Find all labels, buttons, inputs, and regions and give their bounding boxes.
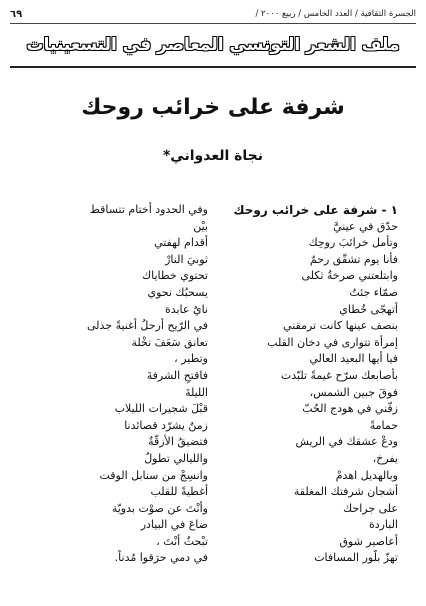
poem-line: نايٌ عابدة xyxy=(164,302,208,316)
poem-line: والليالي تطولُ xyxy=(144,451,208,465)
poem-line: وتأمل خرائبَ روحِك xyxy=(308,236,398,250)
poem-line: وأنْتَ عن صوْت بدويّة xyxy=(111,501,208,515)
section-banner: ملف الشعر التونسي المعاصر في التسعينيات xyxy=(26,35,400,55)
poem-line: وتطير ، xyxy=(174,352,208,366)
poem-line: حدّق في عينيَّ xyxy=(333,219,398,233)
poem-line: وفي الحدود أختام تتساقط xyxy=(89,203,208,216)
poem-line: بأصابعك سرّح غيمةً تلبّدت xyxy=(280,368,398,382)
poem-line: تهزّ بلّور المسافات xyxy=(314,551,398,565)
poem-line: فاقتحِ الشرفةَ xyxy=(146,368,208,382)
banner-divider xyxy=(10,66,416,68)
poem-line: أغطيةً للقلب xyxy=(150,485,208,499)
poem-column-left xyxy=(23,202,208,567)
poem-line: صمّاء جئتُ xyxy=(349,285,398,299)
running-head: الجسرة الثقافية / العدد الخامس / ربيع ٢٠٠٠ / xyxy=(255,9,416,19)
poem-line: تبْحثُ أنْتَ ، xyxy=(156,534,208,548)
poem-line: أشجان شرفتك المغلقة xyxy=(293,485,398,499)
poem-line: أتهجّى خُطاي xyxy=(339,302,398,316)
poem-line: فوقَ جبين الشمس، xyxy=(309,385,398,399)
poem-line: في دمي حرَقوا مُدناً. xyxy=(114,551,208,565)
section-heading: ١ - شرفة على خرائب روحك xyxy=(233,203,398,217)
poem-column-right xyxy=(213,202,398,567)
poem-author: نجاة العدواني* xyxy=(162,148,264,164)
poem-line: إمرأة تتوارى في دخان القلب xyxy=(267,335,398,349)
poem-line: ثوبيَ النارْ xyxy=(165,252,208,266)
page-number: ٦٩ xyxy=(10,8,23,20)
poem-line: حمامةً xyxy=(369,418,398,432)
poem-line: قبْلَ شجيرات الليلاب xyxy=(114,402,208,416)
header-divider xyxy=(10,23,416,24)
poem-line: في الرّيح أرحلُ أغنيةً جذلى xyxy=(87,319,208,333)
poem-line: وابتلعتني صرخةُ ثكلى xyxy=(301,269,398,283)
poem-line: وانسِجْ من سنابل الوقت xyxy=(99,468,208,482)
poem-line: أعاصير شوق xyxy=(339,534,398,548)
poem-line: وبالهديل اهدمْ xyxy=(335,468,398,482)
poem-line: يسحبُك نحوي xyxy=(147,285,208,299)
poem-line: الليلةَ xyxy=(185,385,208,399)
poem-line: فأنا يوم تشقّق رحمٌ xyxy=(309,252,398,266)
page-header xyxy=(10,6,416,22)
poem-line: بنصف عينها كانت ترمقني xyxy=(283,319,398,333)
poem-line: زمنٌ يشرّد قصائدنا xyxy=(124,418,208,432)
poem-line: الباردة xyxy=(368,518,398,532)
poem-line: فتضيقُ الأزقّةُ xyxy=(148,435,208,449)
poem-title: شرفة على خرائب روحك xyxy=(81,95,345,120)
poem-line: زفّني في هودج الحُبّ xyxy=(302,402,398,416)
poem-line: تعانق سَعَفَ نخْلة xyxy=(131,335,208,349)
poem-line: تحتوي خطاياك xyxy=(142,269,208,283)
poem-line: بيْن xyxy=(193,219,208,233)
poem-line: فيا أيها البعيد العالي xyxy=(309,352,398,366)
poem-line: يفرخ، xyxy=(372,451,398,465)
poem-line: ضاعَ في البيادر xyxy=(140,518,208,532)
poem-line: ودعْ عشقك في الريش xyxy=(295,435,398,449)
poem-line: على جراحك xyxy=(343,501,398,515)
poem-line: أقدام لهفتي xyxy=(154,236,208,250)
